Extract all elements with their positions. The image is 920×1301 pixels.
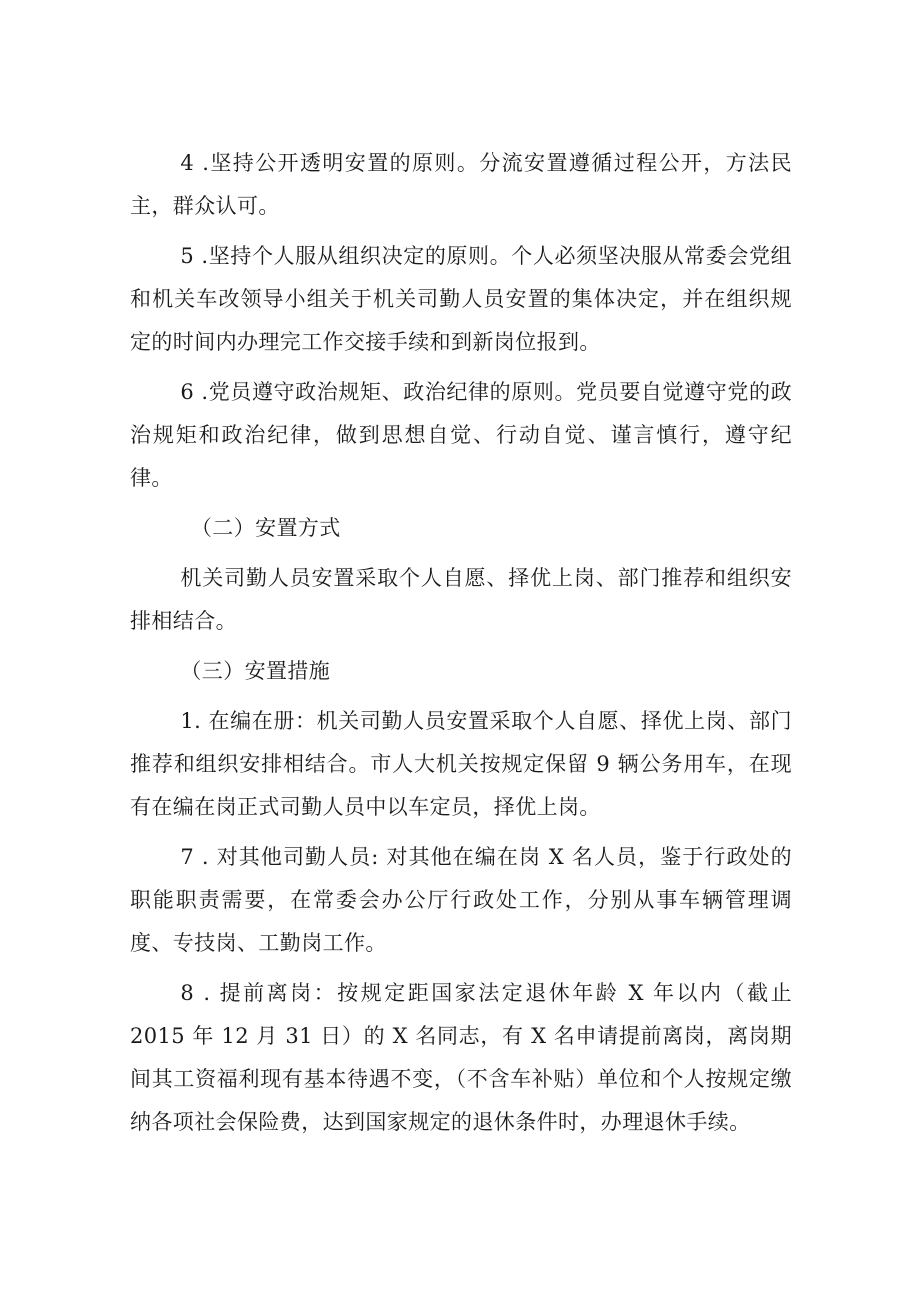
paragraph-measure-8: 8 . 提前离岗：按规定距国家法定退休年龄 X 年以内（截止 2015 年 12 月 31 日）的 X 名同志，有 X 名申请提前离岗，离岗期间其工资福利现有基本待遇不变，（不含车补贴）单位和个人按规定缴纳各项社会保险费，达到国家规定的退休条件时，办理退休手续。 bbox=[130, 981, 792, 1134]
document-body bbox=[130, 142, 792, 1151]
section-heading-placement-measures: （三）安置措施 bbox=[180, 659, 331, 683]
section-heading-placement-method: （二）安置方式 bbox=[190, 516, 341, 540]
paragraph-principle-6: 6 .党员遵守政治规矩、政治纪律的原则。党员要自觉遵守党的政治规矩和政治纪律，做到思想自觉、行动自觉、谨言慎行，遵守纪律。 bbox=[130, 380, 792, 490]
paragraph-principle-5: 5 .坚持个人服从组织决定的原则。个人必须坚决服从常委会党组和机关车改领导小组关于机关司勤人员安置的集体决定，并在组织规定的时间内办理完工作交接手续和到新岗位报到。 bbox=[130, 244, 792, 354]
paragraph-principle-4: 4 .坚持公开透明安置的原则。分流安置遵循过程公开，方法民主，群众认可。 bbox=[130, 151, 792, 218]
paragraph-measure-1: 1. 在编在册：机关司勤人员安置采取个人自愿、择优上岗、部门推荐和组织安排相结合。市人大机关按规定保留 9 辆公务用车，在现有在编在岗正式司勤人员中以车定员，择优上岗。 bbox=[130, 709, 792, 819]
paragraph-measure-7: 7 . 对其他司勤人员: 对其他在编在岗 X 名人员，鉴于行政处的职能职责需要，在常委会办公厅行政处工作，分别从事车辆管理调度、专技岗、工勤岗工作。 bbox=[130, 845, 792, 955]
paragraph-placement-method: 机关司勤人员安置采取个人自愿、择优上岗、部门推荐和组织安排相结合。 bbox=[130, 566, 792, 633]
